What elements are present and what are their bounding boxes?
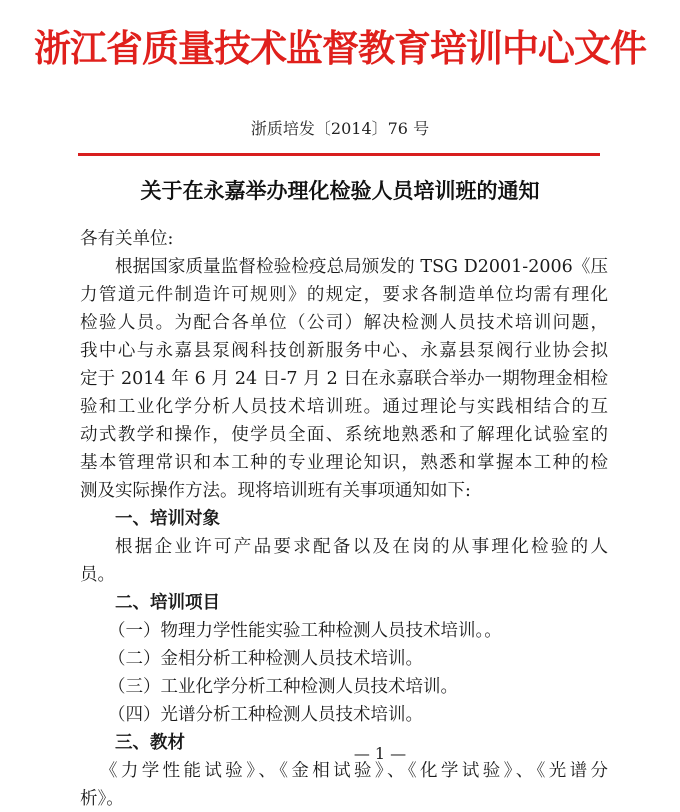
- section-heading-3: 三、教材: [115, 733, 185, 753]
- paragraph-line: 检验人员。为配合各单位（公司）解决检测人员技术培训问题，: [80, 313, 608, 333]
- section-1-text: 根据企业许可产品要求配备以及在岗的从事理化检验的人: [115, 537, 608, 557]
- paragraph-line: 根据国家质量监督检验检疫总局颁发的 TSG D2001-2006《压: [115, 257, 608, 277]
- paragraph-line: 测及实际操作方法。现将培训班有关事项通知如下:: [80, 481, 471, 501]
- training-item: （三）工业化学分析工种检测人员技术培训。: [108, 677, 458, 697]
- paragraph-line: 我中心与永嘉县泵阀科技创新服务中心、永嘉县泵阀行业协会拟: [80, 341, 608, 361]
- paragraph-line: 动式教学和操作，使学员全面、系统地熟悉和了解理化试验室的: [80, 425, 608, 445]
- paragraph-line: 基本管理常识和本工种的专业理论知识，熟悉和掌握本工种的检: [80, 453, 608, 473]
- section-heading-1: 一、培训对象: [115, 509, 220, 529]
- training-item: （二）金相分析工种检测人员技术培训。: [108, 649, 423, 669]
- document-number: 浙质培发〔2014〕76 号: [250, 119, 430, 138]
- page-number: — 1 —: [353, 744, 407, 763]
- textbook-list: 析》。: [80, 789, 124, 809]
- org-header-title: 浙江省质量技术监督教育培训中心文件: [34, 27, 646, 70]
- paragraph-line: 力管道元件制造许可规则》的规定，要求各制造单位均需有理化: [80, 285, 608, 305]
- training-item: （一）物理力学性能实验工种检测人员技术培训。。: [108, 621, 502, 641]
- section-heading-2: 二、培训项目: [115, 593, 220, 613]
- section-1-text: 员。: [80, 565, 115, 585]
- paragraph-line: 验和工业化学分析人员技术培训班。通过理论与实践相结合的互: [80, 397, 608, 417]
- training-item: （四）光谱分析工种检测人员技术培训。: [108, 705, 423, 725]
- salutation: 各有关单位:: [80, 229, 174, 249]
- red-divider: [78, 153, 600, 156]
- textbook-list: 《力学性能试验》、《金相试验》、《化学试验》、《光谱分: [100, 761, 608, 781]
- paragraph-line: 定于 2014 年 6 月 24 日-7 月 2 日在永嘉联合举办一期物理金相检: [80, 369, 608, 389]
- notice-title: 关于在永嘉举办理化检验人员培训班的通知: [140, 179, 540, 203]
